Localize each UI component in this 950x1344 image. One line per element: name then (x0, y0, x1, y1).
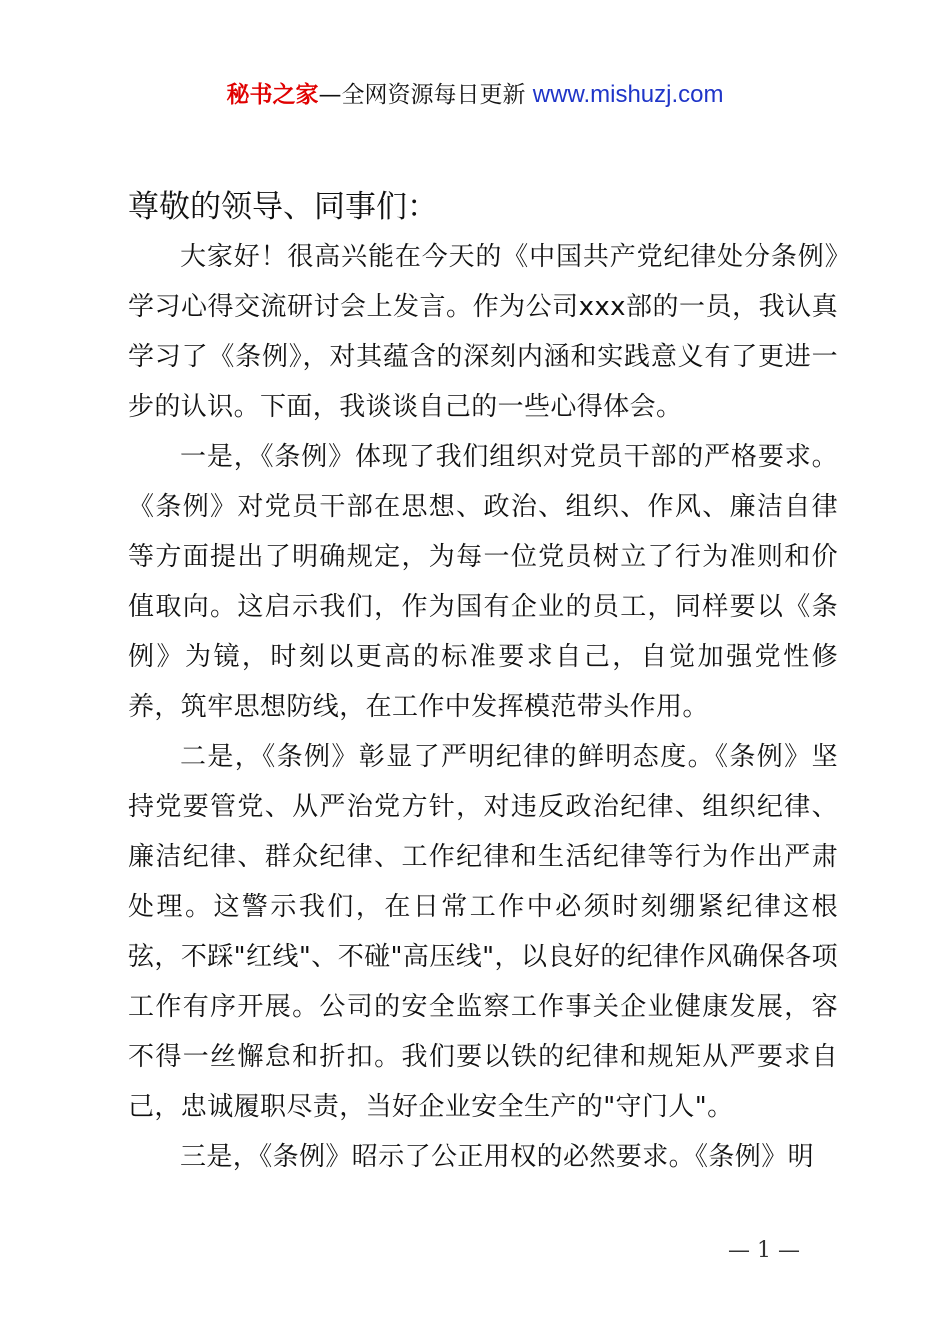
site-slogan: —全网资源每日更新 (318, 82, 533, 108)
paragraph-point-two: 二是，《条例》彰显了严明纪律的鲜明态度。《条例》坚持党要管党、从严治党方针，对违反政治纪律、组织纪律、廉洁纪律、群众纪律、工作纪律和生活纪律等行为作出严肃处理。这警示我们，在日常工作中必须时刻绷紧纪律这根弦，不踩"红线"、不碰"高压线"，以良好的纪律作风确保各项工作有序开展。公司的安全监察工作事关企业健康发展，容不得一丝懈怠和折扣。我们要以铁的纪律和规矩从严要求自己，忠诚履职尽责，当好企业安全生产的"守门人"。 (128, 742, 838, 1122)
site-header (0, 80, 950, 110)
document-body (128, 182, 838, 1182)
site-url-link[interactable]: www.mishuzj.com (532, 81, 724, 108)
paragraph-point-three: 三是，《条例》昭示了公正用权的必然要求。《条例》明 (180, 1142, 815, 1172)
site-brand: 秘书之家 (226, 82, 319, 108)
paragraph-point-one: 一是，《条例》体现了我们组织对党员干部的严格要求。《条例》对党员干部在思想、政治、组织、作风、廉洁自律等方面提出了明确规定，为每一位党员树立了行为准则和价值取向。这启示我们，作为国有企业的员工，同样要以《条例》为镜，时刻以更高的标准要求自己，自觉加强党性修养，筑牢思想防线，在工作中发挥模范带头作用。 (128, 442, 838, 722)
paragraph-intro: 大家好！很高兴能在今天的《中国共产党纪律处分条例》学习心得交流研讨会上发言。作为公司xxx部的一员，我认真学习了《条例》，对其蕴含的深刻内涵和实践意义有了更进一步的认识。下面，我谈谈自己的一些心得体会。 (128, 242, 838, 422)
page-number: — 1 — (728, 1238, 800, 1263)
greeting-heading: 尊敬的领导、同事们： (128, 189, 438, 225)
